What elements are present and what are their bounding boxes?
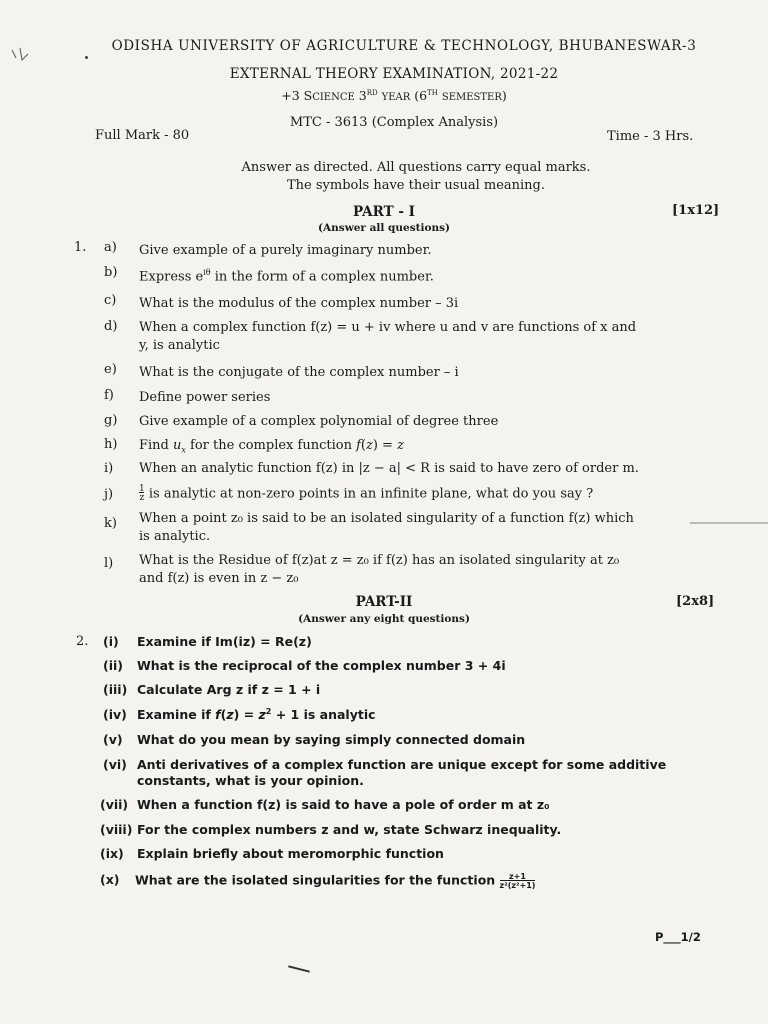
list-item-label: l) — [104, 556, 114, 571]
program-title: +3 SCIENCE 3RD YEAR (6TH SEMESTER) — [281, 88, 507, 103]
list-item-text: When a point z₀ is said to be an isolated singularity of a function f(z) which — [139, 511, 634, 526]
list-item-label: (iv) — [103, 707, 127, 722]
list-item-label: (iii) — [103, 682, 128, 697]
list-item-text: Give example of a purely imaginary number. — [139, 243, 432, 258]
list-item-text: When a complex function f(z) = u + iv where u and v are functions of x and — [139, 320, 637, 335]
full-mark: Full Mark - 80 — [95, 128, 190, 143]
page-number: P___1/2 — [655, 930, 701, 944]
question-1-number: 1. — [74, 240, 87, 255]
list-item-text: Find $u_x$ for the complex function f(z) = z — [139, 438, 404, 455]
part2-marks: [2x8] — [676, 594, 715, 609]
list-item-label: (x) — [100, 872, 120, 887]
list-item-text: Anti derivatives of a complex function are unique except for some additive — [137, 757, 667, 772]
instruction-1: Answer as directed. All questions carry equal marks. — [241, 160, 591, 175]
list-item-text: Define power series — [139, 390, 271, 405]
list-item-text: Examine if $f(z) = z^2 + 1$ is analytic — [137, 707, 376, 723]
list-item-label: (ix) — [100, 846, 124, 861]
list-item-text: Examine if Im(iz) = Re(z) — [137, 634, 312, 649]
part1-title: PART - I — [353, 204, 415, 220]
list-item-label: (vii) — [100, 797, 129, 812]
pen-mark-icon — [8, 44, 38, 66]
list-item-label: c) — [104, 293, 117, 308]
instruction-2: The symbols have their usual meaning. — [287, 178, 545, 193]
list-item-text-cont: y, is analytic — [139, 338, 220, 353]
list-item-text: For the complex numbers z and w, state Schwarz inequality. — [137, 822, 562, 837]
list-item-text: What is the conjugate of the complex number – i — [139, 365, 459, 380]
part2-title: PART-II — [355, 594, 413, 610]
list-item-label: h) — [104, 437, 118, 452]
part2-subtitle: (Answer any eight questions) — [298, 613, 470, 625]
list-item-label: i) — [104, 461, 114, 476]
part1-marks: [1x12] — [672, 203, 720, 218]
university-name: ODISHA UNIVERSITY OF AGRICULTURE & TECHNOLOGY, BHUBANESWAR-3 — [111, 38, 697, 54]
list-item-text: When an analytic function f(z) in |z − a| < R is said to have zero of order m. — [139, 461, 639, 476]
list-item-label: (i) — [103, 634, 119, 649]
list-item-text: Express $e^{i\theta}$ in the form of a complex number. — [139, 268, 434, 285]
part1-subtitle: (Answer all questions) — [318, 222, 450, 234]
pen-stroke-mark — [288, 965, 310, 972]
list-item-text: Calculate Arg z if z = 1 + i — [137, 682, 321, 697]
list-item-label: b) — [104, 265, 118, 280]
list-item-text-cont: is analytic. — [139, 529, 211, 544]
list-item-text: 1 z is analytic at non-zero points in an infinite plane, what do you say ? — [139, 484, 594, 503]
list-item-text: What is the modulus of the complex number – 3i — [139, 296, 459, 311]
speck-mark — [85, 56, 88, 59]
list-item-text: What is the Residue of f(z)at z = z₀ if f(z) has an isolated singularity at z₀ — [139, 553, 620, 568]
list-item-label: g) — [104, 413, 118, 428]
list-item-text: Give example of a complex polynomial of degree three — [139, 414, 499, 429]
list-item-text: When a function f(z) is said to have a pole of order m at z₀ — [137, 797, 550, 812]
exam-title: EXTERNAL THEORY EXAMINATION, 2021-22 — [229, 66, 559, 82]
list-item-label: (viii) — [100, 822, 133, 837]
list-item-label: (ii) — [103, 658, 123, 673]
list-item-text-cont: constants, what is your opinion. — [137, 773, 364, 788]
list-item-label: j) — [104, 487, 114, 502]
list-item-text: What is the reciprocal of the complex number 3 + 4i — [137, 658, 506, 673]
list-item-label: (vi) — [103, 757, 127, 772]
list-item-label: f) — [104, 388, 114, 403]
list-item-text: What do you mean by saying simply connected domain — [137, 732, 526, 747]
list-item-text: Explain briefly about meromorphic function — [137, 846, 444, 861]
question-2-number: 2. — [76, 634, 89, 649]
list-item-label: e) — [104, 362, 117, 377]
list-item-label: k) — [104, 516, 117, 531]
scan-line-mark — [690, 522, 768, 524]
course-code: MTC - 3613 (Complex Analysis) — [289, 115, 499, 130]
time-limit: Time - 3 Hrs. — [607, 129, 694, 144]
list-item-label: (v) — [103, 732, 123, 747]
list-item-label: d) — [104, 319, 118, 334]
list-item-label: a) — [104, 240, 117, 255]
list-item-text: What are the isolated singularities for the function z+1 z²(z²+1) — [135, 872, 536, 890]
list-item-text-cont: and f(z) is even in z − z₀ — [139, 571, 299, 586]
